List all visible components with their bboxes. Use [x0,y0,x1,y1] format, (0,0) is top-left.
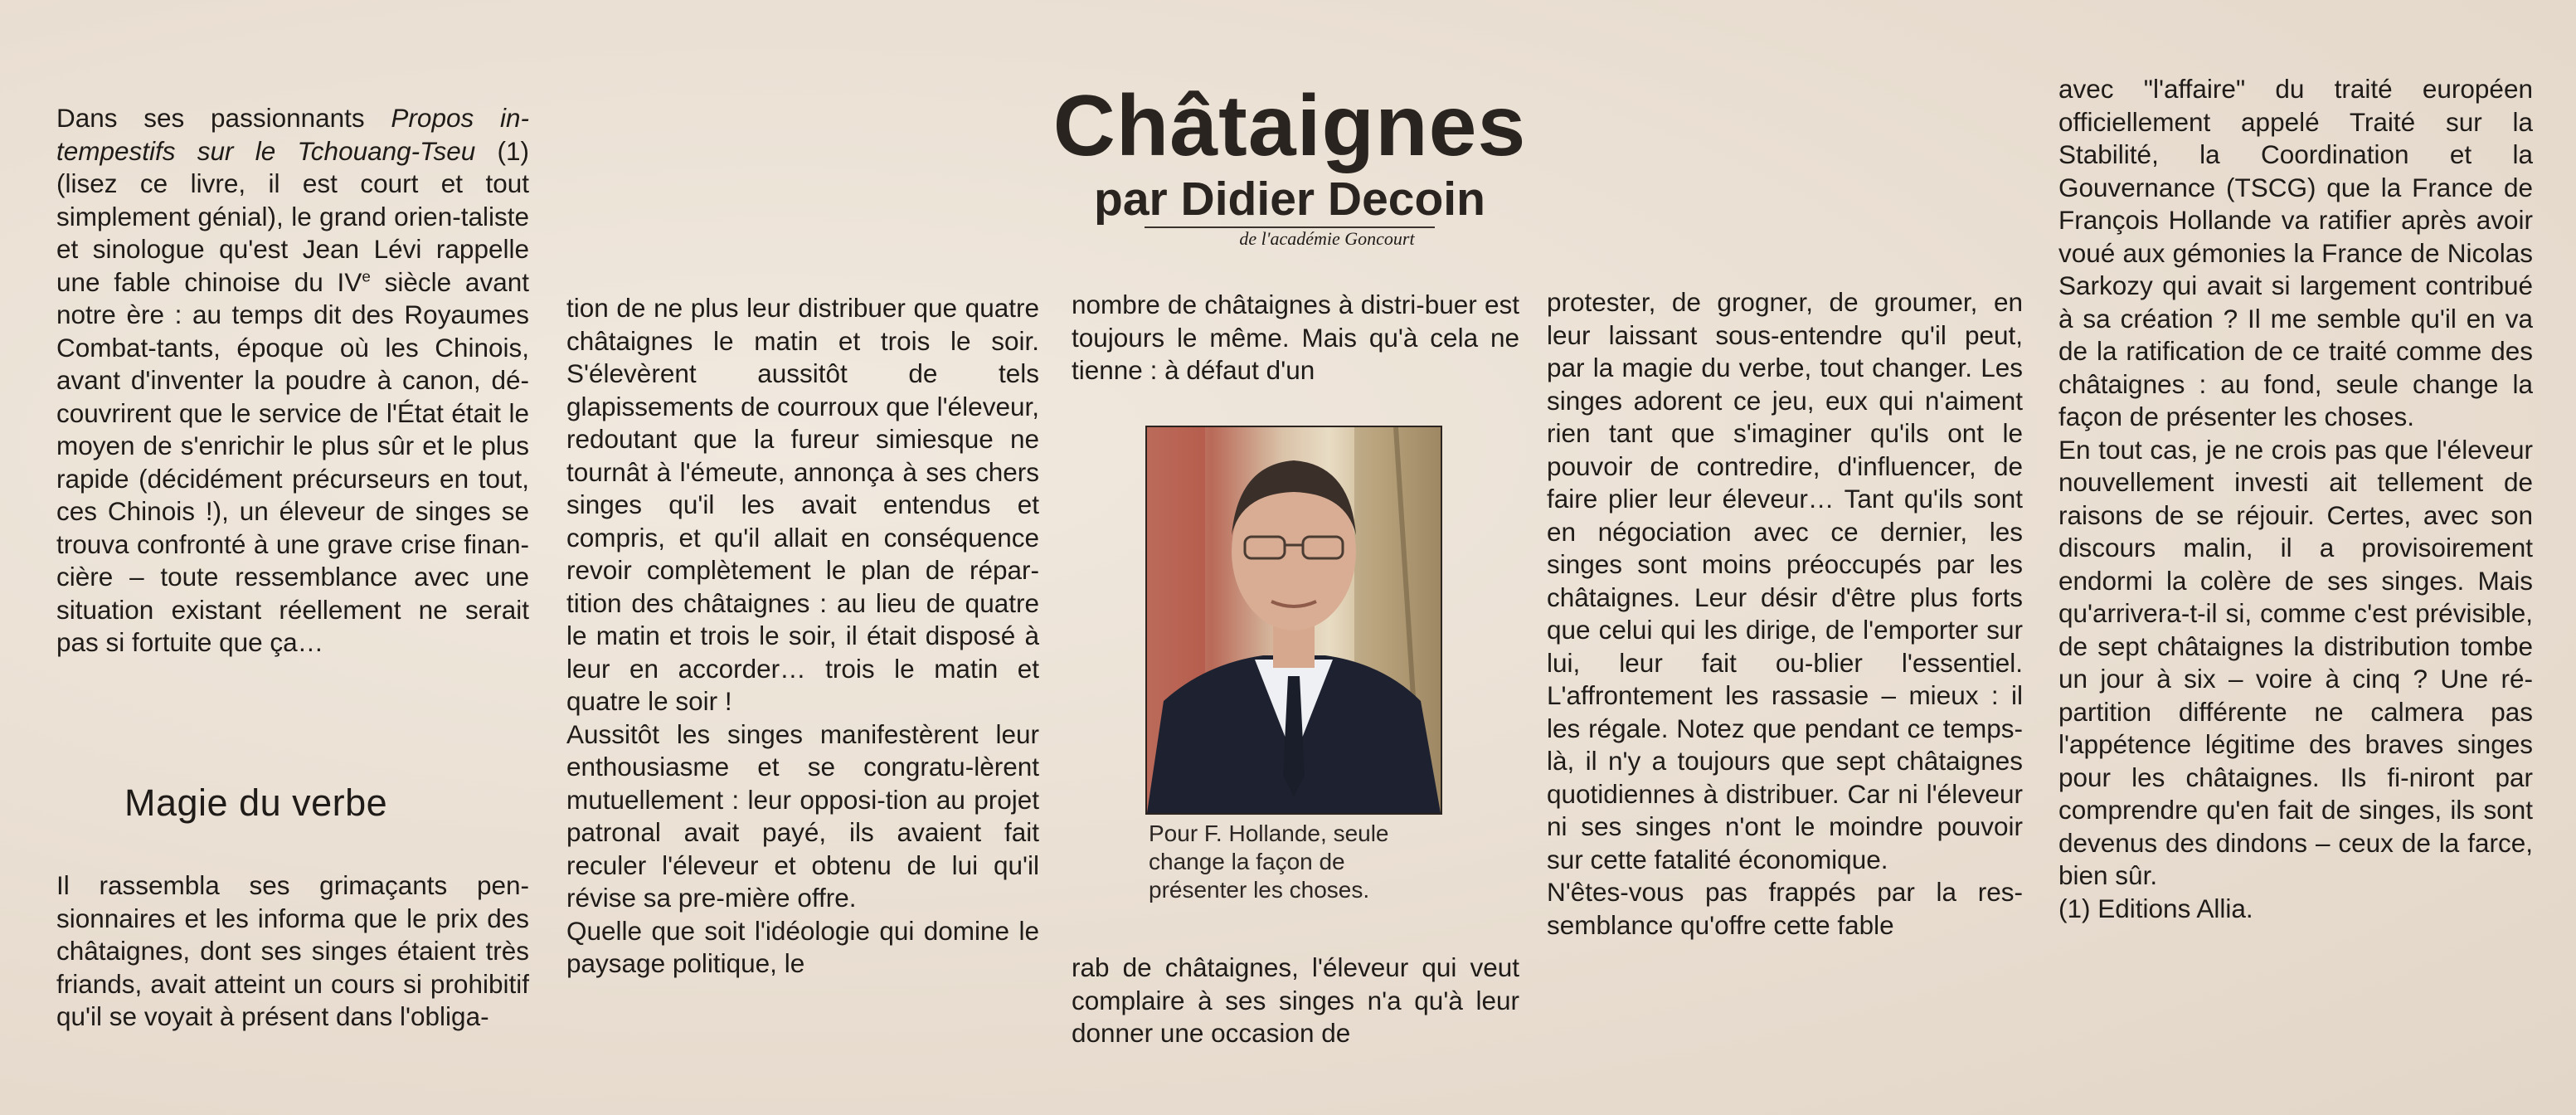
subheading: Magie du verbe [124,781,388,824]
col1-paragraph-2: Il rassembla ses grimaçants pen-sionnaires et les informa que le prix des châtaignes, dont ses singes étaient très friands, avait atteint un cours si prohibitif qu'il se voyait à présent dans l'obliga- [56,870,529,1031]
century-superscript: e [362,268,371,285]
article-title: Châtaignes [1052,78,1527,174]
book-title: Propos in-tempestifs sur le Tchouang-Tseu [56,103,529,166]
col2-paragraph-1: tion de ne plus leur distribuer que quatre châtaignes le matin et trois le soir. S'élevèrent aussitôt de tels glapissements de courroux que l'éleveur, redoutant que la fureur simiesque ne tournât à l'émeute, annonça à ses chers singes qu'il les avait entendus et compris, et qu'il allait en conséquence revoir complètement le plan de répar-tition des châtaignes : au lieu de quatre le matin et trois le soir, il était disposé à leur en accorder… trois le matin et quatre le soir ! [566,293,1039,716]
photo-caption [1149,820,1439,904]
footnote: (1) Editions Allia. [2058,893,2253,923]
caption-line-1: Pour F. Hollande, seule [1149,820,1389,846]
hollande-photo [1145,426,1442,815]
col5-paragraph-1: avec "l'affaire" du traité européen officiellement appelé Traité sur la Stabilité, la Coordination et la Gouvernance (TSCG) que la France de François Hollande va ratifier après avoir voué aux gémonies la France de Nicolas Sarkozy qui avait si largement contribué à sa création ? Il me semble qu'il en va de la ratification de ce traité comme des châtaignes : au fond, seule change la façon de présenter les choses. [2058,74,2533,431]
col2-paragraph-2: Aussitôt les singes manifestèrent leur enthousiasme et se congratu-lèrent mutuellement : leur opposi-tion au projet patronal avait payé, ils avaient fait reculer l'éleveur et obtenu de lui qu'il révise sa pre-mière offre. [566,718,1039,913]
col4-paragraph-1: protester, de grogner, de groumer, en leur laissant sous-entendre qu'il peut, par la magie du verbe, tout changer. Les singes adorent ce jeu, eux qui n'aiment rien tant que s'imaginer qu'ils ont le pouvoir de contredire, d'influencer, de faire plier leur éleveur… Tant qu'ils sont en négociation avec ce dernier, les singes sont moins préoccupés par les châtaignes. Leur désir d'être plus forts que celui qui les dirige, de l'emporter sur lui, leur fait ou-blier l'essentiel. L'affrontement les rassasie – mieux : il les régale. Notez que pendant ce temps-là, il n'y a toujours que sept châtaignes quotidiennes à distribuer. Car ni l'éleveur ni ses singes n'ont le moindre pouvoir sur cette fatalité économique. [1547,287,2023,874]
col2-paragraph-3: Quelle que soit l'idéologie qui domine le paysage politique, le [566,915,1039,978]
col1-paragraph-1 [56,102,529,660]
author-affiliation: de l'académie Goncourt [1239,228,1415,249]
col3-paragraph-bottom: rab de châtaignes, l'éleveur qui veut complaire à ses singes n'a qu'à leur donner une occasion de [1072,952,1519,1048]
caption-line-2: change la façon de [1149,849,1345,874]
col3-paragraph-top: nombre de châtaignes à distri-buer est toujours le même. Mais qu'à cela ne tienne : à défaut d'un [1072,290,1519,385]
article-byline: par Didier Decoin [1094,173,1485,226]
portrait-illustration [1147,427,1441,813]
col4-paragraph-2: N'êtes-vous pas frappés par la res-semblance qu'offre cette fable [1547,877,2023,940]
col5-paragraph-2: En tout cas, je ne crois pas que l'éleveur nouvellement investi ait tellement de raisons de se réjouir. Certes, avec son discours malin, il a provisoirement endormi la colère de ses singes. Mais qu'arrivera-t-il si, comme c'est prévisible, de sept châtaignes la distribution tombe un jour à six – voire à cinq ? Une ré-partition différente ne calmera pas l'appétence légitime des braves singes pour les châtaignes. Ils fi-niront par comprendre qu'en fait de singes, ils sont devenus des dindons – ceux de la farce, bien sûr. [2058,434,2533,890]
col1-text-a: Dans ses passionnants [56,103,391,133]
col1-text-b: (1) (lisez ce livre, il est court et tout simplement génial), le grand orien-taliste et sinologue qu'est Jean Lévi rappelle une fable chinoise du IV [56,135,530,297]
caption-line-3: présenter les choses. [1149,877,1370,903]
col1-text-c: siècle avant notre ère : au temps dit des Royaumes Combat-tants, époque où les Chinois, avant d'inventer la poudre à canon, dé-couvrirent que le service de l'État était le moyen de s'enrichir le plus sûr et le plus rapide (décidément précurseurs en tout, ces Chinois !), un éleveur de singes se trouva confronté à une grave crise finan-cière – toute ressemblance avec une situation existant réellement ne serait pas si fortuite que ça… [56,266,529,657]
